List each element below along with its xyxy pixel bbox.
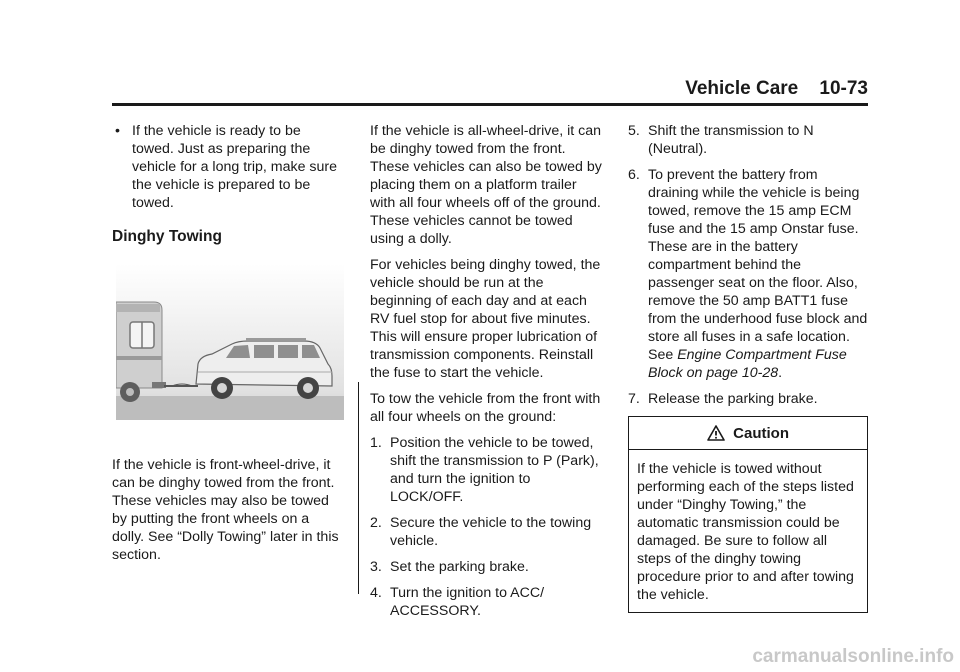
bullet-icon: •	[115, 123, 120, 139]
caution-header	[629, 417, 867, 450]
step-7	[628, 390, 868, 408]
step-text-end: .	[778, 365, 783, 381]
header-section: Vehicle Care	[685, 78, 799, 99]
bullet-item	[112, 122, 344, 212]
header-page-number: 10-73	[819, 78, 868, 99]
step-2	[370, 514, 602, 550]
column-3	[628, 122, 868, 613]
step-number: 7.	[628, 391, 640, 407]
dinghy-towing-illustration	[116, 264, 344, 420]
step-number: 3.	[370, 559, 382, 575]
step-6	[628, 166, 868, 382]
column-divider	[358, 382, 359, 594]
cross-reference-link[interactable]: Engine Compartment Fuse Block on page 10-28	[648, 347, 847, 381]
header-rule	[112, 103, 868, 106]
step-number: 5.	[628, 123, 640, 139]
step-text: To prevent the battery from draining while the vehicle is being towed, remove the 15 amp ECM fuse and the 15 amp Onstar fuse. These are in the battery compartment behind the passenger seat on the floor. Also, remove the 50 amp BATT1 fuse from the underhood fuse block and store all fuses in a safe location. See	[648, 167, 868, 363]
column-1	[112, 122, 344, 572]
caution-box	[628, 416, 868, 613]
col2-paragraph-2: For vehicles being dinghy towed, the vehicle should be run at the beginning of each day and at each RV fuel stop for about five minutes. This will ensure proper lubrication of transmission components. Reinstall the fuse to start the vehicle.	[370, 257, 601, 381]
warning-triangle-icon	[707, 425, 725, 441]
page-header	[112, 78, 868, 104]
col2-paragraph-1: If the vehicle is all-wheel-drive, it can be dinghy towed from the front. These vehicles can also be towed by placing them on a platform trailer with all four wheels off of the ground. These vehicles cannot be towed using a dolly.	[370, 123, 602, 247]
step-text: Turn the ignition to ACC/ ACCESSORY.	[390, 585, 545, 619]
step-text: Release the parking brake.	[648, 391, 818, 407]
step-3	[370, 558, 602, 576]
step-number: 1.	[370, 435, 382, 451]
caution-title: Caution	[733, 425, 789, 442]
step-text: Position the vehicle to be towed, shift the transmission to P (Park), and turn the ignition to LOCK/OFF.	[390, 435, 599, 505]
step-5	[628, 122, 868, 158]
step-4	[370, 584, 602, 620]
step-1	[370, 434, 602, 506]
header-title	[685, 78, 868, 100]
caution-body: If the vehicle is towed without performing each of the steps listed under “Dinghy Towing,” the automatic transmission could be damaged. Be sure to follow all steps of the dinghy towing procedure prior to and after towing the vehicle.	[637, 461, 854, 603]
watermark: carmanualsonline.info	[752, 646, 954, 667]
section-heading: Dinghy Towing	[112, 228, 222, 245]
bullet-text: If the vehicle is ready to be towed. Just as preparing the vehicle for a long trip, make sure the vehicle is prepared to be towed.	[132, 123, 338, 211]
step-text: Secure the vehicle to the towing vehicle.	[390, 515, 592, 549]
column-2	[370, 122, 602, 628]
step-number: 6.	[628, 167, 640, 183]
step-number: 2.	[370, 515, 382, 531]
step-text: Shift the transmission to N (Neutral).	[648, 123, 814, 157]
step-number: 4.	[370, 585, 382, 601]
col2-paragraph-3: To tow the vehicle from the front with all four wheels on the ground:	[370, 391, 601, 425]
col1-paragraph-1: If the vehicle is front-wheel-drive, it can be dinghy towed from the front. These vehicles may also be towed by putting the front wheels on a dolly. See “Dolly Towing” later in this section.	[112, 457, 339, 563]
step-text: Set the parking brake.	[390, 559, 529, 575]
